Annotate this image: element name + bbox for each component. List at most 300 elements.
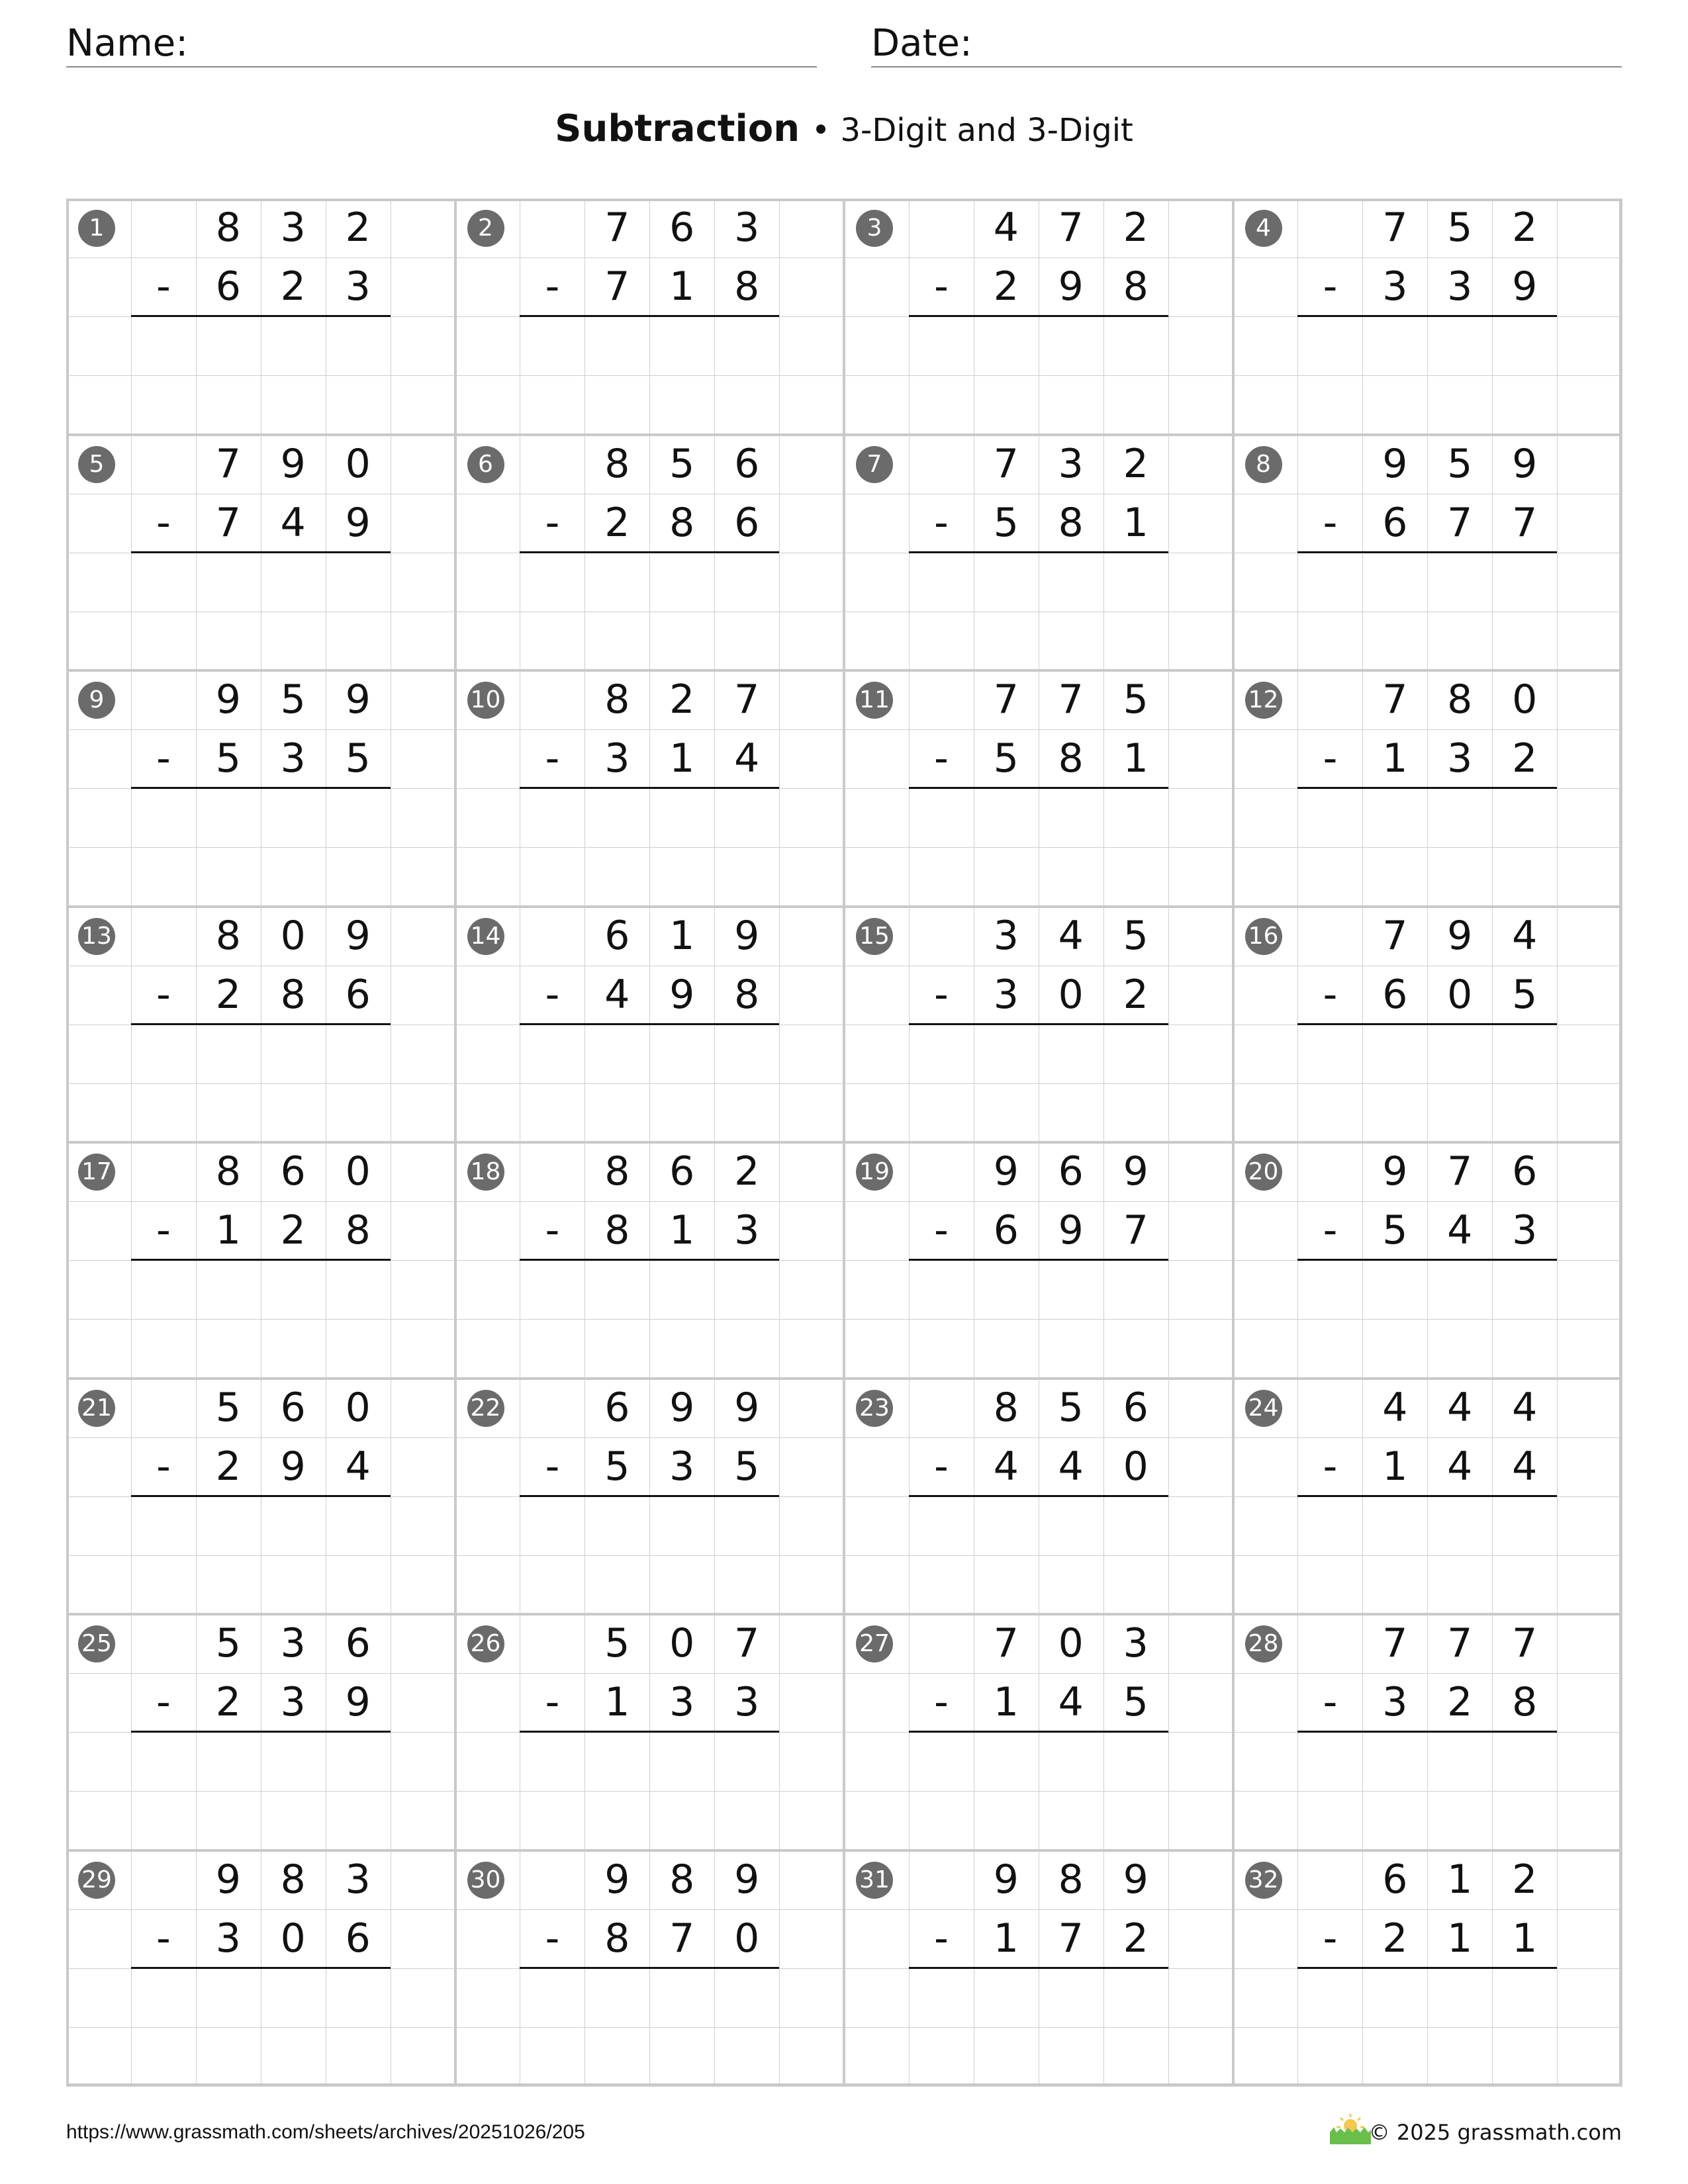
- subtrahend-digit: 2: [1123, 971, 1149, 1018]
- minuend-digit: 2: [669, 676, 695, 723]
- subtrahend-digit: 8: [669, 499, 695, 546]
- minuend-digit: 9: [215, 676, 241, 723]
- minus-sign: -: [156, 1915, 171, 1962]
- answer-cell[interactable]: [974, 1968, 1039, 2027]
- problem-number-badge: 29: [78, 1862, 115, 1899]
- problem-number-badge: 24: [1245, 1390, 1282, 1427]
- answer-cell[interactable]: [714, 1024, 779, 1083]
- minuend-digit: 9: [993, 1856, 1019, 1903]
- subtrahend-digit: 4: [1058, 1679, 1084, 1726]
- answer-cell[interactable]: [585, 788, 649, 847]
- minus-sign: -: [545, 1207, 560, 1254]
- minuend-digit: 9: [669, 1384, 695, 1431]
- minuend-digit: 8: [1058, 1856, 1084, 1903]
- answer-cell[interactable]: [1039, 553, 1103, 612]
- answer-cell[interactable]: [585, 1732, 649, 1791]
- subtrahend-digit: 1: [1123, 735, 1149, 782]
- minuend-digit: 6: [1058, 1148, 1084, 1195]
- problem-number-badge: 14: [467, 918, 504, 955]
- minuend-digit: 3: [1058, 440, 1084, 487]
- problem-number-badge: 21: [78, 1390, 115, 1427]
- minus-sign: -: [156, 263, 171, 310]
- minus-sign: -: [934, 735, 949, 782]
- answer-cell[interactable]: [714, 316, 779, 375]
- minus-sign: -: [156, 735, 171, 782]
- subtrahend-digit: 6: [734, 499, 760, 546]
- minuend-digit: 9: [280, 440, 306, 487]
- problem-number-badge: 5: [78, 446, 115, 483]
- subtrahend-digit: 2: [1123, 1915, 1149, 1962]
- answer-cell[interactable]: [1427, 788, 1492, 847]
- answer-cell[interactable]: [1039, 1968, 1103, 2027]
- answer-cell[interactable]: [974, 1260, 1039, 1319]
- answer-cell[interactable]: [326, 788, 391, 847]
- subtrahend-digit: 4: [1447, 1443, 1473, 1490]
- answer-cell[interactable]: [1103, 1024, 1168, 1083]
- minuend-digit: 4: [1512, 1384, 1538, 1431]
- minuend-digit: 9: [1512, 440, 1538, 487]
- answer-cell[interactable]: [1103, 553, 1168, 612]
- subtrahend-digit: 2: [1382, 1915, 1408, 1962]
- answer-cell[interactable]: [1427, 1732, 1492, 1791]
- subtrahend-digit: 5: [1123, 1679, 1149, 1726]
- subtrahend-digit: 9: [1512, 263, 1538, 310]
- minuend-digit: 9: [215, 1856, 241, 1903]
- minuend-digit: 5: [280, 676, 306, 723]
- title-main: Subtraction: [555, 107, 800, 150]
- minuend-digit: 7: [1058, 676, 1084, 723]
- answer-cell[interactable]: [261, 316, 326, 375]
- problem-number-badge: 19: [856, 1154, 893, 1191]
- answer-cell[interactable]: [1039, 1732, 1103, 1791]
- minus-sign: -: [934, 1443, 949, 1490]
- answer-cell[interactable]: [326, 1496, 391, 1555]
- subtrahend-digit: 5: [1382, 1207, 1408, 1254]
- minus-sign: -: [156, 971, 171, 1018]
- answer-cell[interactable]: [714, 1732, 779, 1791]
- subtrahend-digit: 1: [1512, 1915, 1538, 1962]
- problem-number-badge: 9: [78, 682, 115, 719]
- answer-cell[interactable]: [714, 553, 779, 612]
- answer-cell[interactable]: [261, 1968, 326, 2027]
- minuend-digit: 5: [1447, 440, 1473, 487]
- subtrahend-digit: 1: [215, 1207, 241, 1254]
- subtrahend-digit: 3: [604, 735, 630, 782]
- answer-cell[interactable]: [1362, 553, 1427, 612]
- minuend-digit: 6: [1123, 1384, 1149, 1431]
- problem-number-badge: 17: [78, 1154, 115, 1191]
- answer-cell[interactable]: [585, 553, 649, 612]
- subtrahend-digit: 8: [1512, 1679, 1538, 1726]
- problem-number-badge: 23: [856, 1390, 893, 1427]
- subtrahend-digit: 5: [734, 1443, 760, 1490]
- answer-cell[interactable]: [974, 553, 1039, 612]
- answer-cell[interactable]: [1103, 316, 1168, 375]
- minuend-digit: 7: [604, 205, 630, 251]
- subtrahend-digit: 5: [604, 1443, 630, 1490]
- minus-sign: -: [1323, 499, 1338, 546]
- minus-sign: -: [545, 1443, 560, 1490]
- minus-sign: -: [545, 499, 560, 546]
- answer-cell[interactable]: [326, 1732, 391, 1791]
- minuend-digit: 0: [345, 1148, 371, 1195]
- minuend-digit: 7: [1447, 1620, 1473, 1666]
- subtrahend-digit: 4: [345, 1443, 371, 1490]
- minuend-digit: 3: [993, 912, 1019, 959]
- problem-number-badge: 22: [467, 1390, 504, 1427]
- subtrahend-digit: 7: [1512, 499, 1538, 546]
- subtrahend-digit: 0: [1123, 1443, 1149, 1490]
- answer-cell[interactable]: [326, 1024, 391, 1083]
- minuend-digit: 7: [1447, 1148, 1473, 1195]
- minuend-digit: 8: [993, 1384, 1019, 1431]
- answer-cell[interactable]: [649, 1024, 714, 1083]
- problem-number-badge: 15: [856, 918, 893, 955]
- problem-number-badge: 4: [1245, 210, 1282, 247]
- problem-number-badge: 6: [467, 446, 504, 483]
- minuend-digit: 7: [1382, 676, 1408, 723]
- answer-cell[interactable]: [196, 1260, 261, 1319]
- answer-cell[interactable]: [1492, 1496, 1557, 1555]
- minuend-digit: 2: [1512, 205, 1538, 251]
- date-field[interactable]: [871, 24, 1622, 68]
- problem-number-badge: 28: [1245, 1625, 1282, 1662]
- subtrahend-digit: 1: [1382, 735, 1408, 782]
- subtrahend-digit: 8: [1058, 499, 1084, 546]
- answer-cell[interactable]: [1492, 1260, 1557, 1319]
- answer-cell[interactable]: [585, 1024, 649, 1083]
- answer-cell[interactable]: [649, 553, 714, 612]
- answer-cell[interactable]: [649, 1496, 714, 1555]
- subtrahend-digit: 1: [604, 1679, 630, 1726]
- answer-cell[interactable]: [326, 316, 391, 375]
- subtrahend-digit: 2: [1447, 1679, 1473, 1726]
- subtrahend-digit: 1: [669, 1207, 695, 1254]
- answer-cell[interactable]: [1103, 788, 1168, 847]
- subtrahend-digit: 8: [280, 971, 306, 1018]
- answer-cell[interactable]: [1492, 553, 1557, 612]
- subtrahend-digit: 4: [604, 971, 630, 1018]
- minuend-digit: 7: [993, 440, 1019, 487]
- minus-sign: -: [934, 1915, 949, 1962]
- subtrahend-digit: 5: [345, 735, 371, 782]
- minus-sign: -: [1323, 735, 1338, 782]
- answer-cell[interactable]: [196, 316, 261, 375]
- answer-cell[interactable]: [649, 1260, 714, 1319]
- minuend-digit: 7: [734, 1620, 760, 1666]
- minus-sign: -: [934, 1679, 949, 1726]
- answer-cell[interactable]: [649, 1968, 714, 2027]
- subtrahend-digit: 7: [604, 263, 630, 310]
- answer-cell[interactable]: [196, 1496, 261, 1555]
- subtrahend-digit: 4: [1512, 1443, 1538, 1490]
- answer-cell[interactable]: [585, 1496, 649, 1555]
- minuend-digit: 8: [604, 1148, 630, 1195]
- minuend-digit: 2: [1123, 440, 1149, 487]
- answer-cell[interactable]: [1362, 316, 1427, 375]
- subtrahend-digit: 3: [669, 1443, 695, 1490]
- answer-cell[interactable]: [974, 316, 1039, 375]
- subtrahend-digit: 1: [993, 1915, 1019, 1962]
- subtrahend-digit: 8: [734, 971, 760, 1018]
- minuend-digit: 8: [604, 440, 630, 487]
- problem-number-badge: 10: [467, 682, 504, 719]
- answer-cell[interactable]: [261, 1496, 326, 1555]
- minuend-digit: 7: [734, 676, 760, 723]
- answer-cell[interactable]: [714, 1968, 779, 2027]
- answer-cell[interactable]: [261, 1260, 326, 1319]
- answer-cell[interactable]: [1362, 1496, 1427, 1555]
- minuend-digit: 9: [1123, 1856, 1149, 1903]
- subtrahend-digit: 8: [1058, 735, 1084, 782]
- subtrahend-digit: 6: [345, 971, 371, 1018]
- minuend-digit: 9: [1447, 912, 1473, 959]
- subtrahend-digit: 4: [280, 499, 306, 546]
- subtrahend-digit: 4: [993, 1443, 1019, 1490]
- minus-sign: -: [1323, 971, 1338, 1018]
- minuend-digit: 1: [1447, 1856, 1473, 1903]
- answer-cell[interactable]: [649, 788, 714, 847]
- subtrahend-digit: 0: [1058, 971, 1084, 1018]
- minuend-digit: 5: [1058, 1384, 1084, 1431]
- answer-cell[interactable]: [1362, 1968, 1427, 2027]
- answer-cell[interactable]: [1103, 1968, 1168, 2027]
- minuend-digit: 0: [280, 912, 306, 959]
- subtrahend-digit: 9: [345, 499, 371, 546]
- minuend-digit: 9: [993, 1148, 1019, 1195]
- date-label: Date:: [871, 22, 972, 65]
- minuend-digit: 7: [1382, 1620, 1408, 1666]
- answer-cell[interactable]: [1427, 1024, 1492, 1083]
- minuend-digit: 7: [993, 676, 1019, 723]
- subtrahend-digit: 8: [345, 1207, 371, 1254]
- minuend-digit: 5: [1123, 912, 1149, 959]
- subtrahend-digit: 5: [993, 735, 1019, 782]
- answer-cell[interactable]: [261, 1024, 326, 1083]
- minuend-digit: 5: [215, 1620, 241, 1666]
- answer-cell[interactable]: [261, 1732, 326, 1791]
- problem-number-badge: 32: [1245, 1862, 1282, 1899]
- answer-cell[interactable]: [1427, 1496, 1492, 1555]
- minuend-digit: 7: [215, 440, 241, 487]
- minuend-digit: 9: [734, 912, 760, 959]
- minuend-digit: 5: [1123, 676, 1149, 723]
- minuend-digit: 9: [1382, 1148, 1408, 1195]
- answer-cell[interactable]: [1427, 316, 1492, 375]
- minuend-digit: 3: [280, 1620, 306, 1666]
- answer-cell[interactable]: [1039, 1024, 1103, 1083]
- problem-number-badge: 30: [467, 1862, 504, 1899]
- subtrahend-digit: 2: [215, 1443, 241, 1490]
- subtrahend-digit: 0: [280, 1915, 306, 1962]
- minuend-digit: 2: [345, 205, 371, 251]
- problem-number-badge: 12: [1245, 682, 1282, 719]
- answer-cell[interactable]: [974, 1024, 1039, 1083]
- subtrahend-digit: 9: [669, 971, 695, 1018]
- answer-cell[interactable]: [1362, 1732, 1427, 1791]
- subtrahend-digit: 2: [280, 263, 306, 310]
- subtrahend-digit: 6: [993, 1207, 1019, 1254]
- minuend-digit: 2: [1123, 205, 1149, 251]
- minuend-digit: 4: [1447, 1384, 1473, 1431]
- answer-cell[interactable]: [1039, 788, 1103, 847]
- subtrahend-digit: 2: [604, 499, 630, 546]
- minuend-digit: 9: [734, 1384, 760, 1431]
- answer-cell[interactable]: [1039, 316, 1103, 375]
- subtrahend-digit: 9: [280, 1443, 306, 1490]
- answer-cell[interactable]: [714, 1496, 779, 1555]
- answer-cell[interactable]: [974, 1732, 1039, 1791]
- minuend-digit: 0: [1058, 1620, 1084, 1666]
- worksheet-title: [0, 106, 1688, 154]
- problem-number-badge: 8: [1245, 446, 1282, 483]
- subtrahend-digit: 0: [1447, 971, 1473, 1018]
- answer-cell[interactable]: [261, 553, 326, 612]
- minus-sign: -: [545, 735, 560, 782]
- answer-cell[interactable]: [1362, 1260, 1427, 1319]
- subtrahend-digit: 4: [734, 735, 760, 782]
- subtrahend-digit: 4: [1058, 1443, 1084, 1490]
- minuend-digit: 9: [345, 912, 371, 959]
- minuend-digit: 9: [345, 676, 371, 723]
- minuend-digit: 6: [1382, 1856, 1408, 1903]
- subtrahend-digit: 1: [993, 1679, 1019, 1726]
- subtrahend-digit: 7: [669, 1915, 695, 1962]
- minus-sign: -: [545, 1915, 560, 1962]
- subtrahend-digit: 7: [215, 499, 241, 546]
- problem-number-badge: 31: [856, 1862, 893, 1899]
- minus-sign: -: [545, 263, 560, 310]
- answer-cell[interactable]: [196, 553, 261, 612]
- minus-sign: -: [545, 1679, 560, 1726]
- subtrahend-digit: 7: [1123, 1207, 1149, 1254]
- minus-sign: -: [934, 1207, 949, 1254]
- footer-url: https://www.grassmath.com/sheets/archives/20251026/205: [66, 2121, 585, 2143]
- problem-number-badge: 16: [1245, 918, 1282, 955]
- answer-cell[interactable]: [196, 1732, 261, 1791]
- answer-cell[interactable]: [1427, 553, 1492, 612]
- subtrahend-digit: 2: [1512, 735, 1538, 782]
- subtrahend-digit: 3: [1382, 1679, 1408, 1726]
- subtrahend-digit: 1: [1447, 1915, 1473, 1962]
- minuend-digit: 6: [345, 1620, 371, 1666]
- problem-number-badge: 13: [78, 918, 115, 955]
- subtrahend-digit: 6: [1382, 499, 1408, 546]
- answer-cell[interactable]: [1362, 788, 1427, 847]
- minuend-digit: 9: [604, 1856, 630, 1903]
- answer-cell[interactable]: [196, 1024, 261, 1083]
- answer-cell[interactable]: [1103, 1496, 1168, 1555]
- problem-number-badge: 26: [467, 1625, 504, 1662]
- answer-cell[interactable]: [1492, 316, 1557, 375]
- minus-sign: -: [1323, 1443, 1338, 1490]
- subtrahend-digit: 3: [1447, 263, 1473, 310]
- problem-number-badge: 1: [78, 210, 115, 247]
- minus-sign: -: [934, 971, 949, 1018]
- subtrahend-digit: 8: [604, 1207, 630, 1254]
- answer-cell[interactable]: [1362, 1024, 1427, 1083]
- answer-cell[interactable]: [1103, 1732, 1168, 1791]
- subtrahend-digit: 6: [345, 1915, 371, 1962]
- subtrahend-digit: 1: [1382, 1443, 1408, 1490]
- subtrahend-digit: 2: [215, 971, 241, 1018]
- minuend-digit: 8: [604, 676, 630, 723]
- answer-cell[interactable]: [714, 1260, 779, 1319]
- minuend-digit: 4: [1058, 912, 1084, 959]
- answer-cell[interactable]: [326, 1968, 391, 2027]
- minuend-digit: 8: [215, 205, 241, 251]
- minus-sign: -: [1323, 1679, 1338, 1726]
- minuend-digit: 4: [1382, 1384, 1408, 1431]
- subtrahend-digit: 3: [669, 1679, 695, 1726]
- minuend-digit: 9: [1382, 440, 1408, 487]
- answer-cell[interactable]: [1492, 788, 1557, 847]
- problem-number-badge: 3: [856, 210, 893, 247]
- answer-cell[interactable]: [326, 1260, 391, 1319]
- subtrahend-digit: 5: [215, 735, 241, 782]
- answer-cell[interactable]: [1427, 1260, 1492, 1319]
- answer-cell[interactable]: [974, 1496, 1039, 1555]
- subtrahend-digit: 3: [734, 1207, 760, 1254]
- answer-cell[interactable]: [1492, 1024, 1557, 1083]
- answer-cell[interactable]: [1103, 1260, 1168, 1319]
- minuend-digit: 4: [993, 205, 1019, 251]
- answer-cell[interactable]: [196, 1968, 261, 2027]
- answer-cell[interactable]: [974, 788, 1039, 847]
- problem-number-badge: 25: [78, 1625, 115, 1662]
- answer-cell[interactable]: [1492, 1968, 1557, 2027]
- minus-sign: -: [934, 263, 949, 310]
- answer-cell[interactable]: [261, 788, 326, 847]
- answer-cell[interactable]: [326, 553, 391, 612]
- answer-cell[interactable]: [585, 1260, 649, 1319]
- answer-cell[interactable]: [1492, 1732, 1557, 1791]
- subtrahend-digit: 0: [734, 1915, 760, 1962]
- subtrahend-digit: 9: [345, 1679, 371, 1726]
- subtrahend-digit: 1: [1123, 499, 1149, 546]
- minuend-digit: 6: [734, 440, 760, 487]
- minuend-digit: 1: [669, 912, 695, 959]
- minus-sign: -: [1323, 1207, 1338, 1254]
- answer-cell[interactable]: [714, 788, 779, 847]
- minuend-digit: 6: [604, 912, 630, 959]
- answer-cell[interactable]: [1039, 1496, 1103, 1555]
- name-field[interactable]: [66, 24, 817, 68]
- minuend-digit: 0: [1512, 676, 1538, 723]
- answer-cell[interactable]: [1039, 1260, 1103, 1319]
- answer-cell[interactable]: [1427, 1968, 1492, 2027]
- minuend-digit: 6: [1512, 1148, 1538, 1195]
- problem-number-badge: 11: [856, 682, 893, 719]
- minuend-digit: 7: [1512, 1620, 1538, 1666]
- minuend-digit: 3: [734, 205, 760, 251]
- minus-sign: -: [934, 499, 949, 546]
- subtrahend-digit: 1: [669, 735, 695, 782]
- problem-number-badge: 27: [856, 1625, 893, 1662]
- minuend-digit: 7: [1382, 205, 1408, 251]
- minuend-digit: 5: [215, 1384, 241, 1431]
- answer-cell[interactable]: [196, 788, 261, 847]
- subtrahend-digit: 8: [604, 1915, 630, 1962]
- minus-sign: -: [156, 499, 171, 546]
- answer-cell[interactable]: [585, 316, 649, 375]
- footer-copyright: © 2025 grassmath.com: [1368, 2120, 1622, 2145]
- answer-cell[interactable]: [649, 1732, 714, 1791]
- answer-cell[interactable]: [649, 316, 714, 375]
- answer-cell[interactable]: [585, 1968, 649, 2027]
- subtrahend-digit: 2: [215, 1679, 241, 1726]
- subtrahend-digit: 6: [215, 263, 241, 310]
